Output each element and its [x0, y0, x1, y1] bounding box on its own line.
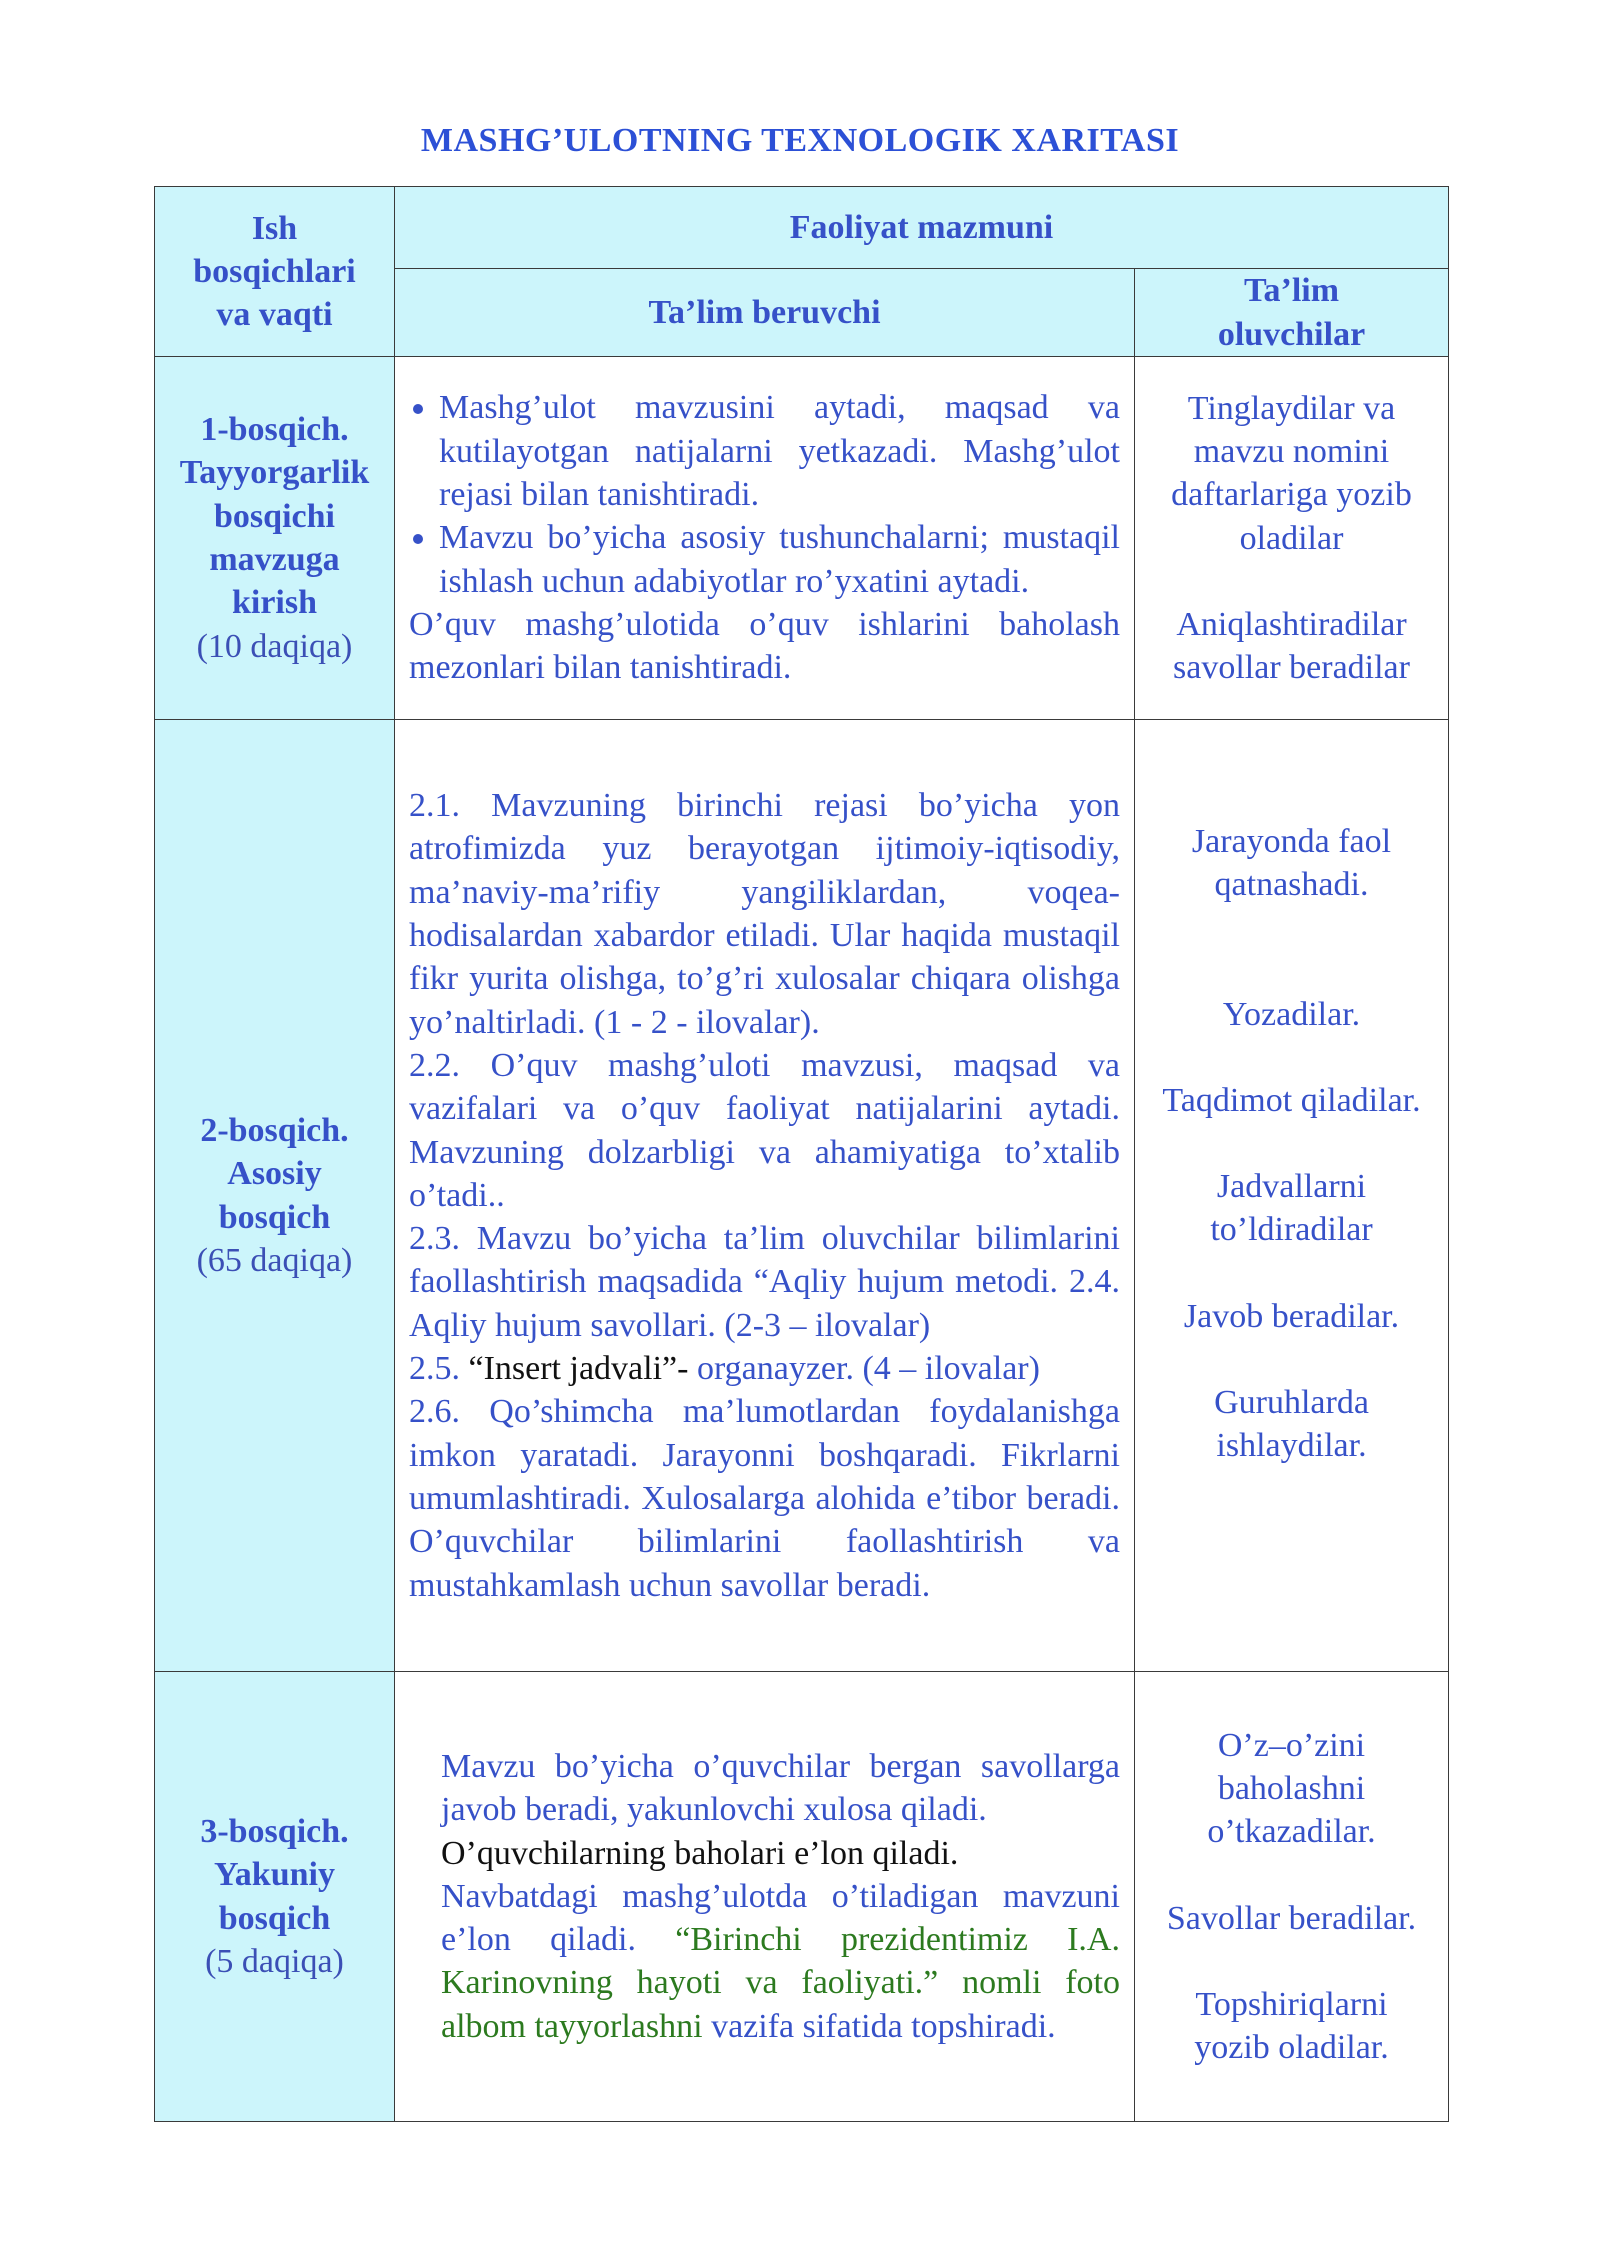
header-learners-label: Ta’lim oluvchilar — [1217, 272, 1366, 353]
p3-next-topic: Navbatdagi mashg’ulotda o’tiladigan mavzuni e’lon qiladi. — [441, 1877, 1120, 1959]
stage-2-cell — [155, 720, 395, 1672]
learner-activity: Jarayonda faol qatnashadi. — [1191, 823, 1392, 904]
learner-activity: Savollar beradilar. — [1166, 1899, 1417, 1937]
learner-activity: Topshiriqlarni yozib oladilar. — [1194, 1985, 1389, 2067]
p4-number: 2.5. — [409, 1350, 460, 1388]
p3-end: vazifa sifatida topshiradi. — [711, 2007, 1056, 2045]
stage-3-teacher-p2: O’quvchilarning baholari e’lon qiladi. — [441, 1834, 959, 1872]
header-learners — [1135, 269, 1449, 357]
table-row — [155, 720, 1449, 1672]
header-activity-content-label: Faoliyat mazmuni — [789, 208, 1054, 246]
stage-1-cell — [155, 357, 395, 720]
learner-activity: Javob beradilar. — [1183, 1297, 1400, 1335]
header-activity-content — [395, 187, 1449, 269]
table-row — [155, 357, 1449, 720]
list-item: • Mavzu bo’yicha asosiy tushunchalarni; mustaqil ishlash uchun adabiyotlar ro’yxatini aytadi. — [439, 516, 1120, 603]
stage-1-time: (10 daqiqa) — [196, 627, 353, 665]
learner-activity: Jadvallarni to’ldiradilar — [1210, 1168, 1373, 1249]
technology-map-table — [154, 186, 1449, 2122]
stage-2-name: 2-bosqich. Asosiy bosqich — [200, 1111, 349, 1236]
stage-1-teacher — [395, 357, 1135, 720]
stage-3-time: (5 daqiqa) — [205, 1942, 344, 1980]
p4-insert-table: “Insert jadvali”- — [468, 1350, 689, 1388]
stage-1-teacher-text: O’quv mashg’ulotida o’quv ishlarini baholash mezonlari bilan tanishtiradi. — [409, 605, 1120, 687]
stage-2-teacher-p4 — [409, 1347, 1120, 1390]
stage-3-name: 3-bosqich. Yakuniy bosqich — [200, 1812, 349, 1937]
stage-2-teacher-p1: 2.1. Mavzuning birinchi rejasi bo’yicha yon atrofimizda yuz berayotgan ijtimoiy-iqtisodiy, ma’naviy-ma’rifiy yangiliklardan, voqea-hodisalardan xabardor etiladi. Ular haqida mustaqil fikr yurita olishga, to’g’ri xulosalar chiqara olishga yo’naltirladi. (1 - 2 - ilovalar). — [409, 787, 1120, 1041]
stage-1-learners — [1135, 357, 1449, 720]
learner-activity: Tinglaydilar va mavzu nomini daftarlariga yozib oladilar — [1171, 389, 1412, 557]
stage-1-name: 1-bosqich. Tayyorgarlik bosqichi mavzuga kirish — [179, 411, 370, 622]
learner-activity: Aniqlashtiradilar savollar beradilar — [1173, 605, 1410, 687]
table-row — [155, 1672, 1449, 2122]
stage-3-cell — [155, 1672, 395, 2122]
learner-activity: Guruhlarda ishlaydilar. — [1214, 1384, 1369, 1465]
stage-3-teacher-p3 — [441, 1875, 1120, 2048]
p3-album-task: “Birinchi prezidentimiz I.A. Karinovning hayoti va faoliyati.” nomli foto albom tayyorlashni — [441, 1921, 1120, 2045]
page-title: MASHG’ULOTNING TEXNOLOGIK XARITASI — [420, 122, 1180, 159]
stage-2-teacher — [395, 720, 1135, 1672]
header-teacher — [395, 269, 1135, 357]
stage-2-teacher-p5: 2.6. Qo’shimcha ma’lumotlardan foydalanishga imkon yaratadi. Jarayonni boshqaradi. Fikrlarni umumlashtiradi. Xulosalarga alohida e’tibor beradi. O’quvchilar bilimlarini faollashtirish va mustahkamlash uchun savollar beradi. — [409, 1393, 1120, 1604]
header-stages-time — [155, 187, 395, 357]
p4-rest: organayzer. (4 – ilovalar) — [696, 1350, 1040, 1388]
stage-3-teacher-p1: Mavzu bo’yicha o’quvchilar bergan savollarga javob beradi, yakunlovchi xulosa qiladi. — [441, 1747, 1120, 1829]
stage-1-teacher-list — [409, 386, 1120, 602]
stage-2-time: (65 daqiqa) — [196, 1241, 353, 1279]
header-teacher-label: Ta’lim beruvchi — [648, 293, 881, 331]
stage-2-teacher-p3: 2.3. Mavzu bo’yicha ta’lim oluvchilar bilimlarini faollashtirish maqsadida “Aqliy hujum metodi. 2.4. Aqliy hujum savollari. (2-3 – ilovalar) — [409, 1220, 1120, 1344]
stage-2-teacher-p2: 2.2. O’quv mashg’uloti mavzusi, maqsad va vazifalari va o’quv faoliyat natijalarini aytadi. Mavzuning dolzarbligi va ahamiyatiga to’xtalib o’tadi.. — [409, 1046, 1120, 1214]
stage-2-learners — [1135, 720, 1449, 1672]
learner-activity: O’z–o’zini baholashni o’tkazadilar. — [1207, 1726, 1376, 1851]
header-stages-time-label: Ish bosqichlari va vaqti — [193, 209, 356, 334]
learner-activity: Yozadilar. — [1222, 995, 1361, 1033]
learner-activity: Taqdimot qiladilar. — [1162, 1081, 1421, 1119]
stage-3-teacher — [395, 1672, 1135, 2122]
list-item: • Mashg’ulot mavzusini aytadi, maqsad va kutilayotgan natijalarni yetkazadi. Mashg’ulot rejasi bilan tanishtiradi. — [439, 386, 1120, 516]
stage-3-learners — [1135, 1672, 1449, 2122]
